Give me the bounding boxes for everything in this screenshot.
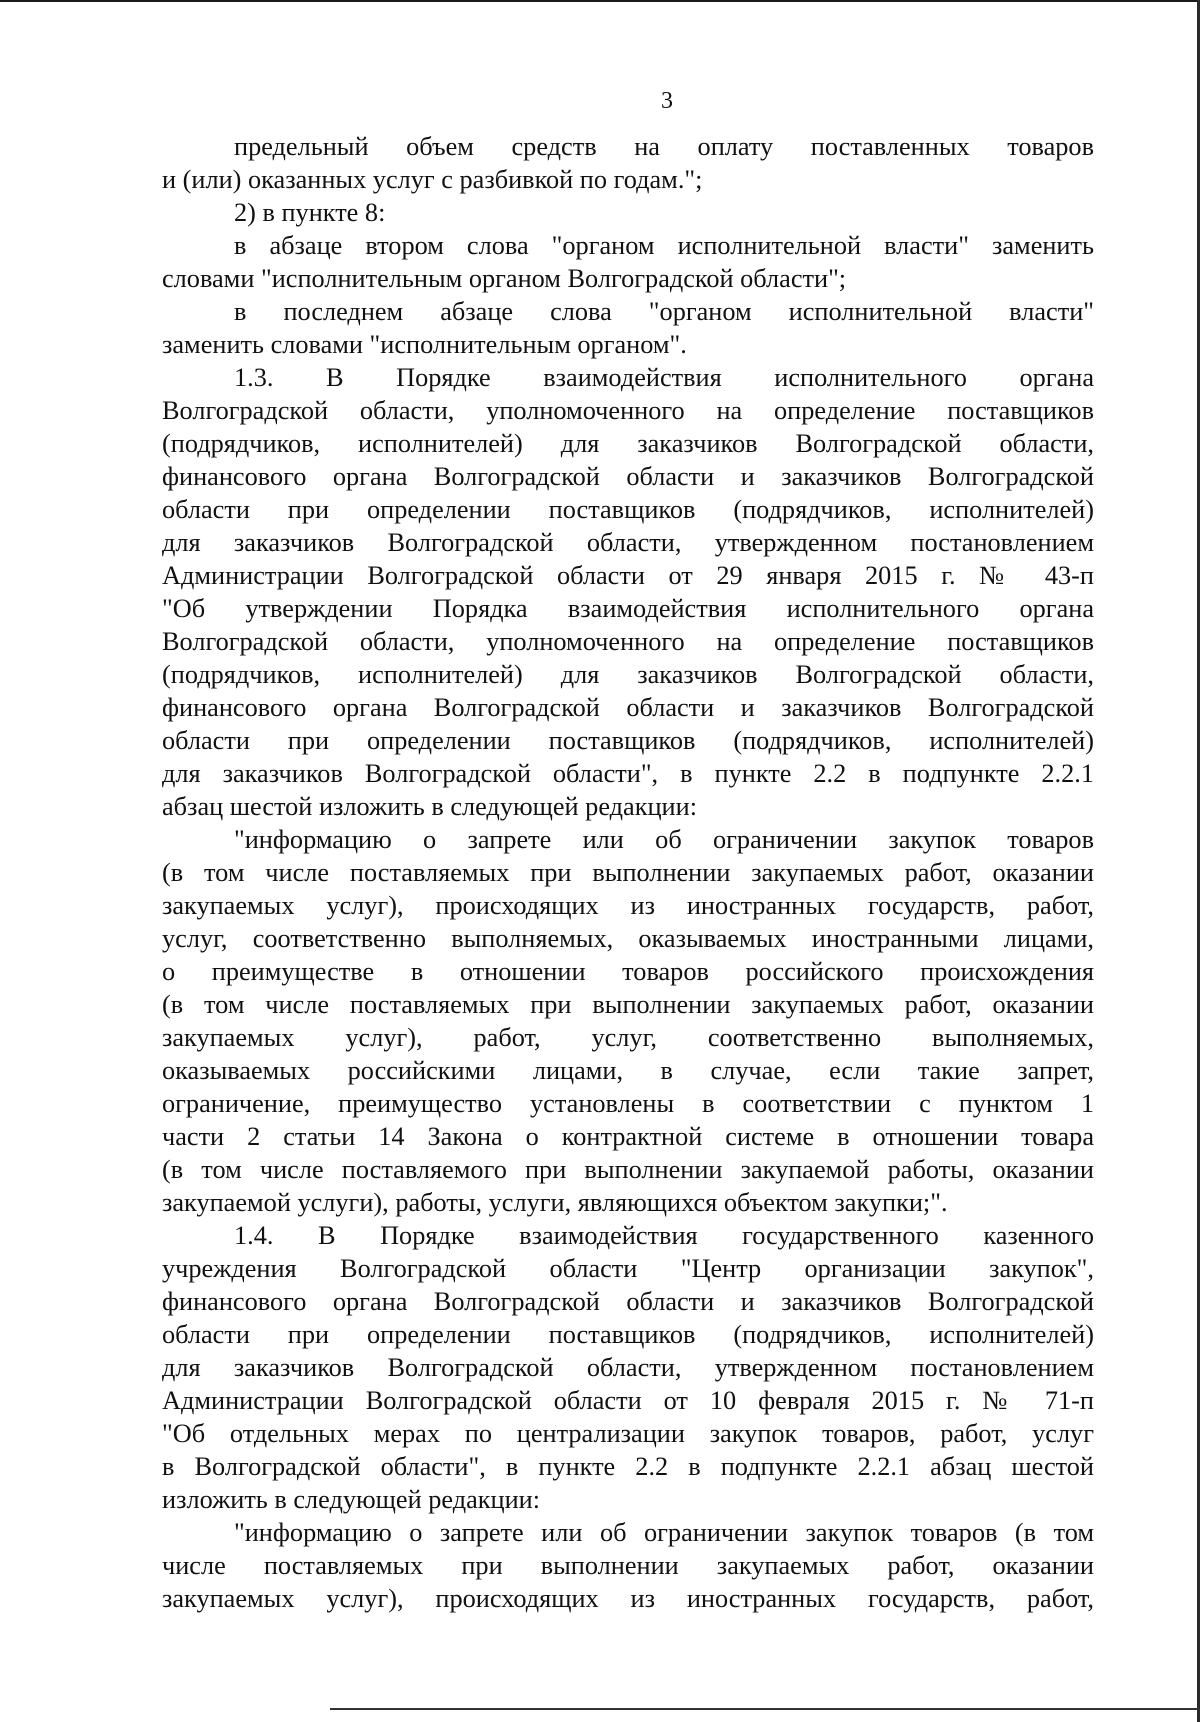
text-line: предельный объем средств на оплату поставленных товаров [234,132,1094,161]
page-number: 3 [661,88,673,114]
text-line: финансового органа Волгоградской области и заказчиков Волгоградской [162,1287,1094,1316]
text-line: (подрядчиков, исполнителей) для заказчиков Волгоградской области, [162,660,1094,689]
text-line: в Волгоградской области", в пункте 2.2 в подпункте 2.2.1 абзац шестой [162,1452,1094,1481]
text-line: в абзаце втором слова "органом исполнительной власти" заменить [234,231,1094,260]
text-line: 2) в пункте 8: [234,198,386,227]
text-line: учреждения Волгоградской области "Центр организации закупок", [162,1254,1094,1283]
text-line: числе поставляемых при выполнении закупаемых работ, оказании [162,1551,1094,1580]
text-line: о преимуществе в отношении товаров российского происхождения [162,957,1094,986]
text-line: закупаемых услуг), происходящих из иностранных государств, работ, [162,1584,1094,1613]
text-line: закупаемых услуг), происходящих из иностранных государств, работ, [162,891,1094,920]
text-line: (подрядчиков, исполнителей) для заказчиков Волгоградской области, [162,429,1094,458]
text-line: Волгоградской области, уполномоченного на определение поставщиков [162,396,1094,425]
text-line: абзац шестой изложить в следующей редакции: [162,792,698,821]
text-line: словами "исполнительным органом Волгоградской области"; [162,264,847,293]
text-line: изложить в следующей редакции: [162,1485,541,1514]
document-body [162,130,1094,1615]
text-line: области при определении поставщиков (подрядчиков, исполнителей) [162,726,1094,755]
text-line: Волгоградской области, уполномоченного на определение поставщиков [162,627,1094,656]
text-line: "Об утверждении Порядка взаимодействия исполнительного органа [162,594,1094,623]
text-line: заменить словами "исполнительным органом". [162,330,687,359]
text-line: 1.4. В Порядке взаимодействия государственного казенного [234,1221,1094,1250]
text-line: финансового органа Волгоградской области и заказчиков Волгоградской [162,693,1094,722]
text-line: Администрации Волгоградской области от 29 января 2015 г. № 43-п [162,561,1094,590]
text-line: (в том числе поставляемых при выполнении закупаемых работ, оказании [162,990,1094,1019]
text-line: финансового органа Волгоградской области и заказчиков Волгоградской [162,462,1094,491]
text-line: области при определении поставщиков (подрядчиков, исполнителей) [162,495,1094,524]
text-line: (в том числе поставляемых при выполнении закупаемых работ, оказании [162,858,1094,887]
scan-edge-top [0,0,1200,2]
text-line: "Об отдельных мерах по централизации закупок товаров, работ, услуг [162,1419,1094,1448]
text-line: для заказчиков Волгоградской области", в пункте 2.2 в подпункте 2.2.1 [162,759,1094,788]
text-line: (в том числе поставляемого при выполнении закупаемой работы, оказании [162,1155,1094,1184]
text-line: закупаемых услуг), работ, услуг, соответственно выполняемых, [162,1023,1094,1052]
text-line: ограничение, преимущество установлены в соответствии с пунктом 1 [162,1089,1094,1118]
text-line: 1.3. В Порядке взаимодействия исполнительного органа [234,363,1094,392]
text-line: Администрации Волгоградской области от 10 февраля 2015 г. № 71-п [162,1386,1094,1415]
text-line: "информацию о запрете или об ограничении закупок товаров [234,825,1094,854]
text-line: для заказчиков Волгоградской области, утвержденном постановлением [162,528,1094,557]
text-line: оказываемых российскими лицами, в случае, если такие запрет, [162,1056,1094,1085]
text-line: закупаемой услуги), работы, услуги, являющихся объектом закупки;". [162,1188,948,1217]
text-line: и (или) оказанных услуг с разбивкой по годам."; [162,165,703,194]
scan-edge-bottom [330,1708,1200,1710]
text-line: в последнем абзаце слова "органом исполнительной власти" [234,297,1094,326]
text-line: "информацию о запрете или об ограничении закупок товаров (в том [234,1518,1094,1547]
text-line: услуг, соответственно выполняемых, оказываемых иностранными лицами, [162,924,1094,953]
text-line: области при определении поставщиков (подрядчиков, исполнителей) [162,1320,1094,1349]
text-line: для заказчиков Волгоградской области, утвержденном постановлением [162,1353,1094,1382]
text-line: части 2 статьи 14 Закона о контрактной системе в отношении товара [162,1122,1094,1151]
